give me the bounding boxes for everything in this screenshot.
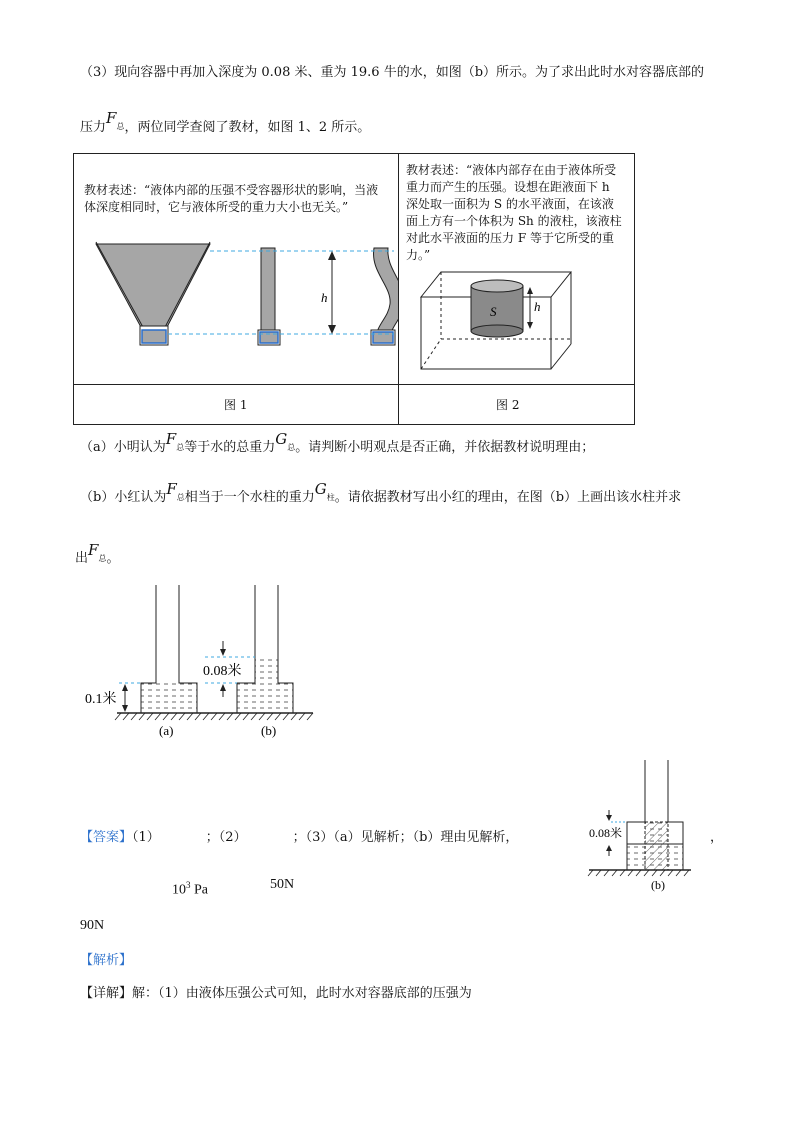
fig1-textbook-quote: 教材表述：“液体内部的压强不受容器形状的影响，当液体深度相同时，它与液体所受的重力大小也无关。” — [84, 183, 379, 214]
caption-fig2: 图 2 — [496, 398, 520, 412]
text: 解：（1）由液体压强公式可知，此时水对容器底部的压强为 — [132, 986, 472, 1001]
weight-symbol: G — [275, 430, 288, 448]
part-b-question-line2 — [75, 541, 120, 571]
force-symbol: F — [165, 430, 177, 448]
answer-caption-b: (b) — [651, 878, 665, 892]
fig2-liquid-column-drawing — [399, 154, 634, 384]
textbook-figure-table — [73, 153, 635, 425]
answer-value-2: 50N — [270, 877, 295, 892]
text: 等于水的总重力 — [184, 440, 276, 455]
text: 出 — [75, 551, 89, 566]
subscript: 总 — [98, 554, 107, 563]
text: ；（3）（a）见解析；（b）理由见解析， — [292, 830, 519, 845]
force-symbol: F — [88, 541, 99, 559]
text: （b）小红认为 — [80, 490, 167, 505]
label-0.1m: 0.1米 — [85, 692, 117, 707]
answer-tag: 【答案】 — [80, 830, 133, 845]
answer-line — [80, 829, 518, 847]
answer-label-0.08m: 0.08米 — [589, 826, 623, 840]
answer-figure-water-column — [585, 760, 695, 895]
unit: Pa — [190, 882, 208, 898]
text: 相当于一个水柱的重力 — [184, 490, 315, 505]
text: ；（2） — [205, 830, 247, 845]
analysis-tag: 【解析】 — [80, 953, 133, 968]
text: 10 — [172, 882, 186, 898]
text: ，两位同学查阅了教材，如图 1、2 所示。 — [124, 120, 371, 135]
part-a-question — [80, 430, 595, 460]
h-label: h — [321, 290, 328, 305]
h-label-2: h — [534, 299, 541, 314]
force-symbol: F — [166, 480, 177, 498]
part-b-question — [80, 480, 682, 510]
S-label: S — [490, 304, 497, 319]
text: 压力 — [80, 120, 107, 135]
answer-value-3: 90N — [80, 918, 105, 933]
weight-symbol: G — [314, 480, 327, 498]
text: 。 — [106, 551, 120, 566]
subscript: 总 — [116, 122, 125, 131]
question-3-line2 — [80, 109, 371, 140]
exponent: 3 — [186, 880, 191, 890]
answer-trailing-comma: ， — [710, 830, 724, 845]
caption-fig1: 图 1 — [224, 398, 248, 412]
detail-line — [80, 985, 472, 1003]
label-0.08m: 0.08米 — [203, 664, 242, 679]
question-3-line1: （3）现向容器中再加入深度为 0.08 米、重为 19.6 牛的水，如图（b）所示。为了求出此时水对容器底部的 — [80, 65, 705, 80]
detail-tag: 【详解】 — [80, 986, 133, 1001]
fig1-containers-drawing — [74, 154, 398, 384]
subscript: 总 — [287, 443, 296, 452]
fig2-textbook-quote: 教材表述：“液体内部存在由于液体所受重力而产生的压强。设想在距液面下 h 深处取一面积为 S 的水平液面，在该液面上方有一个体积为 Sh 的液柱，该液柱对此水平液面的压力 F 等于它所受的重力。” — [406, 163, 622, 262]
text: （a）小明认为 — [80, 440, 166, 455]
containers-figure — [75, 585, 325, 745]
subscript: 总 — [176, 443, 185, 452]
caption-b: (b) — [261, 723, 277, 738]
subscript: 柱 — [326, 493, 335, 502]
force-symbol: F — [106, 109, 117, 127]
subscript: 总 — [176, 493, 185, 502]
answer-value-1 — [172, 876, 208, 900]
text: 。请依据教材写出小红的理由，在图（b）上画出该水柱并求 — [334, 490, 682, 505]
caption-a: (a) — [159, 723, 174, 738]
text: 。请判断小明观点是否正确，并依据教材说明理由； — [295, 440, 595, 455]
text: （1） — [132, 830, 160, 845]
